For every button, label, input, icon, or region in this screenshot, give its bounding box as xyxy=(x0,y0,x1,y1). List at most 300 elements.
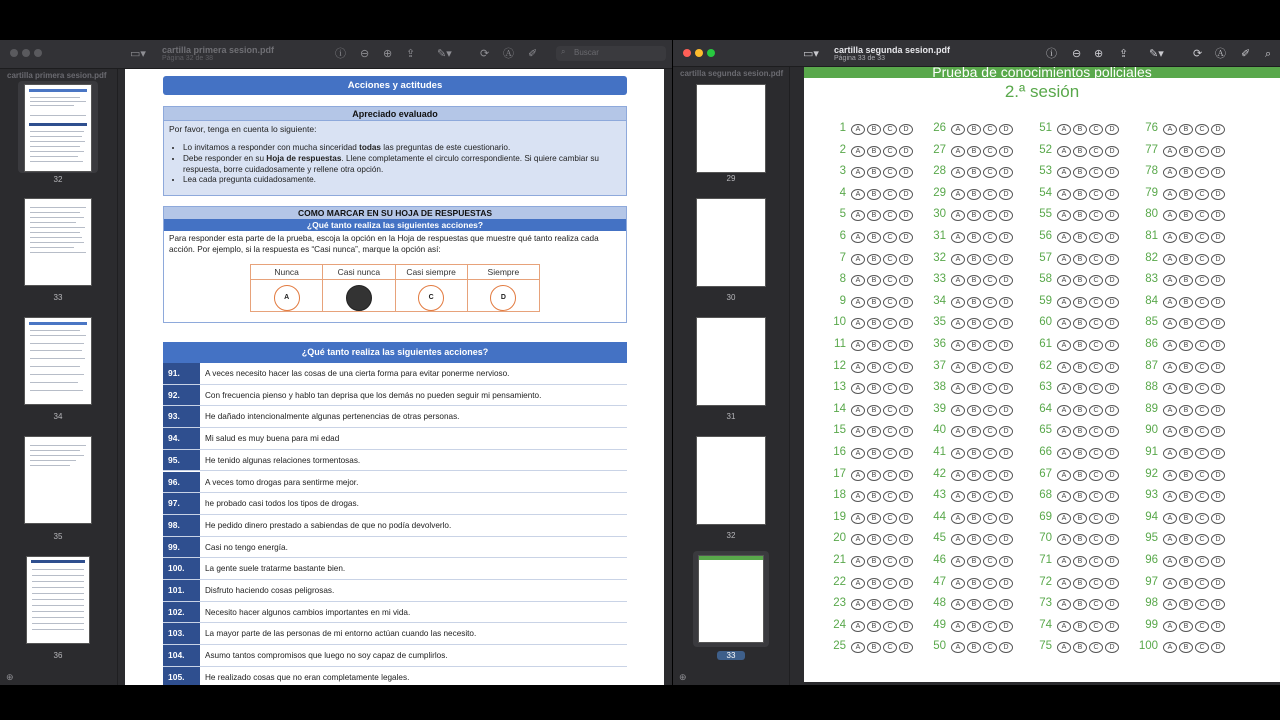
answer-bubble[interactable]: C xyxy=(1195,470,1209,481)
answer-bubble[interactable]: C xyxy=(883,621,897,632)
answer-bubble[interactable]: C xyxy=(1089,167,1103,178)
answer-bubble[interactable]: D xyxy=(1105,534,1119,545)
answer-bubble[interactable]: A xyxy=(951,146,965,157)
answer-bubble[interactable]: A xyxy=(951,599,965,610)
answer-bubble[interactable]: A xyxy=(1057,513,1071,524)
answer-bubble[interactable]: B xyxy=(1073,513,1087,524)
rotate-icon[interactable]: ⟳ xyxy=(480,48,490,60)
answer-bubble[interactable]: A xyxy=(851,448,865,459)
answer-bubble[interactable]: B xyxy=(867,642,881,653)
answer-bubble[interactable]: C xyxy=(883,513,897,524)
thumbnail-page[interactable] xyxy=(696,198,766,287)
answer-bubble[interactable]: C xyxy=(983,275,997,286)
answer-bubble[interactable]: B xyxy=(867,210,881,221)
answer-bubble[interactable]: D xyxy=(899,383,913,394)
answer-bubble[interactable]: A xyxy=(851,405,865,416)
answer-bubble[interactable]: D xyxy=(999,254,1013,265)
answer-bubble[interactable]: C xyxy=(883,599,897,610)
answer-bubble[interactable]: B xyxy=(1179,556,1193,567)
answer-bubble[interactable]: D xyxy=(899,254,913,265)
answer-bubble[interactable]: B xyxy=(867,383,881,394)
answer-bubble[interactable]: B xyxy=(867,189,881,200)
thumbnail-page[interactable] xyxy=(696,84,766,173)
answer-bubble[interactable]: C xyxy=(983,513,997,524)
thumbnail-page[interactable] xyxy=(24,436,92,524)
answer-bubble[interactable]: C xyxy=(983,297,997,308)
answer-bubble[interactable]: B xyxy=(967,189,981,200)
zoom-in-icon[interactable]: ⊕ xyxy=(1094,48,1104,60)
answer-bubble[interactable]: A xyxy=(1057,124,1071,135)
answer-bubble[interactable]: A xyxy=(851,189,865,200)
answer-bubble[interactable]: D xyxy=(1211,124,1225,135)
answer-bubble[interactable]: C xyxy=(1089,599,1103,610)
answer-bubble[interactable]: A xyxy=(951,383,965,394)
answer-bubble[interactable]: A xyxy=(851,642,865,653)
answer-bubble[interactable]: D xyxy=(1211,254,1225,265)
answer-bubble[interactable]: B xyxy=(967,146,981,157)
answer-bubble[interactable]: A xyxy=(951,254,965,265)
answer-bubble[interactable]: B xyxy=(1073,297,1087,308)
answer-bubble[interactable]: A xyxy=(951,189,965,200)
answer-bubble[interactable]: C xyxy=(883,167,897,178)
answer-bubble[interactable]: C xyxy=(1195,146,1209,157)
answer-bubble[interactable]: B xyxy=(1073,340,1087,351)
answer-bubble[interactable]: D xyxy=(1105,275,1119,286)
answer-bubble[interactable]: C xyxy=(1089,189,1103,200)
answer-bubble[interactable]: D xyxy=(899,405,913,416)
answer-bubble[interactable]: D xyxy=(999,383,1013,394)
answer-bubble[interactable]: A xyxy=(951,513,965,524)
answer-bubble[interactable]: D xyxy=(1105,318,1119,329)
answer-bubble[interactable]: D xyxy=(999,491,1013,502)
add-icon[interactable]: ⊕ xyxy=(679,672,687,682)
answer-bubble[interactable]: A xyxy=(951,340,965,351)
answer-bubble[interactable]: D xyxy=(999,167,1013,178)
answer-bubble[interactable]: B xyxy=(1179,642,1193,653)
answer-bubble[interactable]: A xyxy=(851,578,865,589)
answer-bubble[interactable]: B xyxy=(867,578,881,589)
answer-bubble[interactable]: C xyxy=(1089,578,1103,589)
answer-bubble[interactable]: C xyxy=(1089,362,1103,373)
markup-pen-icon[interactable]: ✎▾ xyxy=(437,48,452,60)
share-icon[interactable]: ⇪ xyxy=(406,48,416,60)
answer-bubble[interactable]: A xyxy=(1057,599,1071,610)
zoom-button[interactable] xyxy=(707,49,715,57)
answer-bubble[interactable]: D xyxy=(899,578,913,589)
answer-bubble[interactable]: D xyxy=(899,426,913,437)
answer-bubble[interactable]: C xyxy=(1195,297,1209,308)
answer-bubble[interactable]: C xyxy=(1195,405,1209,416)
answer-bubble[interactable]: C xyxy=(1089,405,1103,416)
answer-bubble[interactable]: A xyxy=(851,513,865,524)
answer-bubble[interactable]: A xyxy=(1163,448,1177,459)
answer-bubble[interactable]: A xyxy=(1057,362,1071,373)
answer-bubble[interactable]: A xyxy=(1057,167,1071,178)
answer-bubble[interactable]: C xyxy=(983,470,997,481)
answer-bubble[interactable]: C xyxy=(1089,297,1103,308)
answer-bubble[interactable]: D xyxy=(1211,189,1225,200)
answer-bubble[interactable]: A xyxy=(1163,642,1177,653)
answer-bubble[interactable]: B xyxy=(967,448,981,459)
answer-bubble[interactable]: C xyxy=(1089,448,1103,459)
answer-bubble[interactable]: B xyxy=(1179,470,1193,481)
info-icon[interactable]: ⓘ xyxy=(1046,48,1057,60)
answer-bubble[interactable]: C xyxy=(883,383,897,394)
answer-bubble[interactable]: C xyxy=(1089,254,1103,265)
answer-bubble[interactable]: C xyxy=(883,210,897,221)
answer-bubble[interactable]: A xyxy=(851,124,865,135)
answer-bubble[interactable]: B xyxy=(1073,318,1087,329)
answer-bubble[interactable]: A xyxy=(1163,578,1177,589)
answer-bubble[interactable]: D xyxy=(899,232,913,243)
answer-bubble[interactable]: B xyxy=(867,124,881,135)
answer-bubble[interactable]: A xyxy=(1057,275,1071,286)
annotate-icon[interactable]: Ⓐ xyxy=(1215,48,1226,60)
answer-bubble[interactable]: B xyxy=(967,621,981,632)
answer-bubble[interactable]: C xyxy=(1195,362,1209,373)
answer-bubble[interactable]: D xyxy=(899,340,913,351)
answer-bubble[interactable]: B xyxy=(1073,146,1087,157)
answer-bubble[interactable]: B xyxy=(1073,167,1087,178)
thumbnail-page-selected[interactable] xyxy=(698,555,764,643)
answer-bubble[interactable]: B xyxy=(1073,426,1087,437)
answer-bubble[interactable]: D xyxy=(899,297,913,308)
answer-bubble[interactable]: B xyxy=(867,318,881,329)
answer-bubble[interactable]: B xyxy=(967,578,981,589)
answer-bubble[interactable]: B xyxy=(1073,534,1087,545)
answer-bubble[interactable]: A xyxy=(1057,383,1071,394)
answer-bubble[interactable]: D xyxy=(1211,448,1225,459)
answer-bubble[interactable]: D xyxy=(1211,426,1225,437)
answer-bubble[interactable]: D xyxy=(1105,470,1119,481)
answer-bubble[interactable]: B xyxy=(967,491,981,502)
answer-bubble[interactable]: A xyxy=(851,146,865,157)
answer-bubble[interactable]: A xyxy=(1057,254,1071,265)
answer-bubble[interactable]: D xyxy=(1105,210,1119,221)
answer-bubble[interactable]: B xyxy=(1179,383,1193,394)
answer-bubble[interactable]: D xyxy=(999,470,1013,481)
sidebar-toggle-icon[interactable]: ▭▾ xyxy=(130,48,146,60)
answer-bubble[interactable]: A xyxy=(851,556,865,567)
answer-bubble[interactable]: A xyxy=(951,578,965,589)
answer-bubble[interactable]: C xyxy=(1195,232,1209,243)
answer-bubble[interactable]: D xyxy=(1211,470,1225,481)
answer-bubble[interactable]: C xyxy=(883,189,897,200)
answer-bubble[interactable]: D xyxy=(899,621,913,632)
answer-bubble[interactable]: A xyxy=(1163,556,1177,567)
answer-bubble[interactable]: C xyxy=(883,534,897,545)
answer-bubble[interactable]: C xyxy=(1195,189,1209,200)
answer-bubble[interactable]: C xyxy=(1089,642,1103,653)
answer-bubble[interactable]: B xyxy=(967,167,981,178)
answer-bubble[interactable]: B xyxy=(1179,513,1193,524)
answer-bubble[interactable]: C xyxy=(883,232,897,243)
answer-bubble[interactable]: A xyxy=(1057,621,1071,632)
answer-bubble[interactable]: B xyxy=(1073,599,1087,610)
answer-bubble[interactable]: B xyxy=(867,232,881,243)
answer-bubble[interactable]: B xyxy=(1179,189,1193,200)
answer-bubble[interactable]: A xyxy=(1057,405,1071,416)
answer-bubble[interactable]: D xyxy=(1105,621,1119,632)
answer-bubble[interactable]: D xyxy=(999,318,1013,329)
answer-bubble[interactable]: D xyxy=(1211,599,1225,610)
answer-bubble[interactable]: A xyxy=(1163,254,1177,265)
answer-bubble[interactable]: D xyxy=(1105,254,1119,265)
close-button[interactable] xyxy=(10,49,18,57)
answer-bubble[interactable]: B xyxy=(1073,210,1087,221)
answer-bubble[interactable]: D xyxy=(1211,297,1225,308)
answer-bubble[interactable]: A xyxy=(851,232,865,243)
answer-bubble[interactable]: D xyxy=(1105,383,1119,394)
answer-bubble[interactable]: C xyxy=(1195,340,1209,351)
answer-bubble[interactable]: A xyxy=(1163,513,1177,524)
answer-bubble[interactable]: A xyxy=(1057,426,1071,437)
answer-bubble[interactable]: B xyxy=(1179,275,1193,286)
answer-bubble[interactable]: C xyxy=(883,254,897,265)
answer-bubble[interactable]: B xyxy=(867,491,881,502)
answer-bubble[interactable]: A xyxy=(851,275,865,286)
answer-bubble[interactable]: D xyxy=(899,491,913,502)
answer-bubble[interactable]: A xyxy=(951,448,965,459)
answer-bubble[interactable]: D xyxy=(899,210,913,221)
answer-bubble[interactable]: A xyxy=(1163,426,1177,437)
answer-bubble[interactable]: C xyxy=(1195,275,1209,286)
answer-bubble[interactable]: D xyxy=(1211,383,1225,394)
zoom-out-icon[interactable]: ⊖ xyxy=(1072,48,1082,60)
answer-bubble[interactable]: A xyxy=(851,254,865,265)
answer-bubble[interactable]: A xyxy=(1163,340,1177,351)
answer-bubble[interactable]: D xyxy=(899,275,913,286)
answer-bubble[interactable]: C xyxy=(1195,599,1209,610)
answer-bubble[interactable]: B xyxy=(1179,621,1193,632)
answer-bubble[interactable]: A xyxy=(951,297,965,308)
answer-bubble[interactable]: B xyxy=(1073,470,1087,481)
answer-bubble[interactable]: D xyxy=(1105,405,1119,416)
answer-bubble[interactable]: C xyxy=(883,448,897,459)
answer-bubble[interactable]: A xyxy=(851,383,865,394)
answer-bubble[interactable]: C xyxy=(883,426,897,437)
answer-bubble[interactable]: D xyxy=(899,362,913,373)
answer-bubble[interactable]: C xyxy=(883,297,897,308)
answer-bubble[interactable]: A xyxy=(951,491,965,502)
answer-bubble[interactable]: A xyxy=(1057,340,1071,351)
answer-bubble[interactable]: D xyxy=(999,578,1013,589)
answer-bubble[interactable]: D xyxy=(899,146,913,157)
answer-bubble[interactable]: A xyxy=(1057,448,1071,459)
answer-bubble[interactable]: C xyxy=(1089,491,1103,502)
answer-bubble[interactable]: D xyxy=(1211,534,1225,545)
answer-bubble[interactable]: B xyxy=(1179,599,1193,610)
answer-bubble[interactable]: A xyxy=(1163,621,1177,632)
answer-bubble[interactable]: B xyxy=(1179,232,1193,243)
answer-bubble[interactable]: D xyxy=(899,642,913,653)
answer-bubble[interactable]: C xyxy=(883,362,897,373)
answer-bubble[interactable]: C xyxy=(1089,513,1103,524)
answer-bubble[interactable]: B xyxy=(867,340,881,351)
answer-bubble[interactable]: A xyxy=(851,426,865,437)
answer-bubble[interactable]: A xyxy=(1163,275,1177,286)
answer-bubble[interactable]: C xyxy=(983,556,997,567)
answer-bubble[interactable]: D xyxy=(999,405,1013,416)
answer-bubble[interactable]: D xyxy=(1211,362,1225,373)
answer-bubble[interactable]: C xyxy=(983,578,997,589)
answer-bubble[interactable]: C xyxy=(1089,383,1103,394)
answer-bubble[interactable]: A xyxy=(1057,297,1071,308)
answer-bubble[interactable]: B xyxy=(867,621,881,632)
answer-bubble[interactable]: A xyxy=(1163,232,1177,243)
answer-bubble[interactable]: A xyxy=(1057,318,1071,329)
answer-bubble[interactable]: A xyxy=(951,275,965,286)
answer-bubble[interactable]: D xyxy=(899,318,913,329)
answer-bubble[interactable]: B xyxy=(1073,275,1087,286)
answer-bubble[interactable]: D xyxy=(1211,405,1225,416)
answer-bubble[interactable]: B xyxy=(967,362,981,373)
answer-bubble[interactable]: B xyxy=(967,534,981,545)
answer-bubble[interactable]: B xyxy=(867,362,881,373)
answer-bubble[interactable]: D xyxy=(999,275,1013,286)
answer-bubble[interactable]: A xyxy=(851,167,865,178)
answer-bubble[interactable]: A xyxy=(951,362,965,373)
answer-bubble[interactable]: D xyxy=(899,189,913,200)
answer-bubble[interactable]: A xyxy=(1057,189,1071,200)
answer-bubble[interactable]: D xyxy=(1105,491,1119,502)
answer-bubble[interactable]: C xyxy=(883,146,897,157)
answer-bubble[interactable]: C xyxy=(1195,578,1209,589)
answer-bubble[interactable]: B xyxy=(1179,578,1193,589)
answer-bubble[interactable]: A xyxy=(1057,556,1071,567)
answer-bubble[interactable]: C xyxy=(1089,275,1103,286)
thumbnail-page[interactable] xyxy=(696,436,766,525)
close-button[interactable] xyxy=(683,49,691,57)
answer-bubble[interactable]: C xyxy=(1089,534,1103,545)
answer-bubble[interactable]: C xyxy=(1089,556,1103,567)
answer-bubble[interactable]: D xyxy=(1105,124,1119,135)
answer-bubble[interactable]: B xyxy=(967,383,981,394)
answer-bubble[interactable]: D xyxy=(1211,621,1225,632)
answer-bubble[interactable]: B xyxy=(1073,491,1087,502)
search-icon[interactable]: ⌕ xyxy=(1265,48,1272,60)
answer-bubble[interactable]: D xyxy=(1211,210,1225,221)
answer-bubble[interactable]: D xyxy=(1105,599,1119,610)
answer-bubble[interactable]: B xyxy=(1179,362,1193,373)
answer-bubble[interactable]: B xyxy=(967,297,981,308)
answer-bubble[interactable]: C xyxy=(1195,167,1209,178)
answer-bubble[interactable]: B xyxy=(867,405,881,416)
answer-bubble[interactable]: C xyxy=(1195,513,1209,524)
answer-bubble[interactable]: B xyxy=(867,426,881,437)
answer-bubble[interactable]: B xyxy=(1179,448,1193,459)
answer-bubble[interactable]: C xyxy=(1195,254,1209,265)
answer-bubble[interactable]: B xyxy=(1179,405,1193,416)
search-input[interactable] xyxy=(556,46,666,61)
answer-bubble[interactable]: B xyxy=(867,146,881,157)
answer-bubble[interactable]: D xyxy=(899,534,913,545)
thumbnail-page[interactable] xyxy=(696,317,766,406)
answer-bubble[interactable]: A xyxy=(1163,599,1177,610)
zoom-out-icon[interactable]: ⊖ xyxy=(360,48,370,60)
answer-bubble[interactable]: A xyxy=(951,426,965,437)
answer-bubble[interactable]: B xyxy=(1073,448,1087,459)
rotate-icon[interactable]: ⟳ xyxy=(1193,48,1203,60)
answer-bubble[interactable]: A xyxy=(951,534,965,545)
answer-bubble[interactable]: C xyxy=(983,448,997,459)
answer-bubble[interactable]: D xyxy=(999,426,1013,437)
answer-bubble[interactable]: C xyxy=(1195,642,1209,653)
answer-bubble[interactable]: B xyxy=(1179,254,1193,265)
form-icon[interactable]: ✐ xyxy=(1241,48,1251,60)
answer-bubble[interactable]: B xyxy=(1073,578,1087,589)
answer-bubble[interactable]: A xyxy=(1163,491,1177,502)
answer-bubble[interactable]: D xyxy=(999,513,1013,524)
answer-bubble[interactable]: C xyxy=(1195,383,1209,394)
answer-bubble[interactable]: C xyxy=(883,470,897,481)
answer-bubble[interactable]: B xyxy=(1179,491,1193,502)
answer-bubble[interactable]: A xyxy=(1163,124,1177,135)
answer-bubble[interactable]: C xyxy=(1195,491,1209,502)
answer-bubble[interactable]: D xyxy=(899,513,913,524)
answer-bubble[interactable]: D xyxy=(1211,232,1225,243)
answer-bubble[interactable]: D xyxy=(1211,275,1225,286)
answer-bubble[interactable]: D xyxy=(999,534,1013,545)
answer-bubble[interactable]: C xyxy=(883,405,897,416)
answer-bubble[interactable]: D xyxy=(1211,340,1225,351)
answer-bubble[interactable]: D xyxy=(1105,189,1119,200)
answer-bubble[interactable]: C xyxy=(883,642,897,653)
sidebar-toggle-icon[interactable]: ▭▾ xyxy=(803,48,819,60)
answer-bubble[interactable]: A xyxy=(1163,210,1177,221)
answer-bubble[interactable]: D xyxy=(1105,362,1119,373)
answer-bubble[interactable]: B xyxy=(867,448,881,459)
answer-bubble[interactable]: A xyxy=(1057,232,1071,243)
answer-bubble[interactable]: C xyxy=(1089,210,1103,221)
info-icon[interactable]: ⓘ xyxy=(335,48,346,60)
answer-bubble[interactable]: A xyxy=(1163,318,1177,329)
answer-bubble[interactable]: D xyxy=(1211,513,1225,524)
answer-bubble[interactable]: C xyxy=(983,146,997,157)
thumbnail-page[interactable] xyxy=(26,556,90,644)
answer-bubble[interactable]: D xyxy=(999,362,1013,373)
minimize-button[interactable] xyxy=(22,49,30,57)
answer-bubble[interactable]: C xyxy=(1089,426,1103,437)
answer-bubble[interactable]: C xyxy=(983,189,997,200)
answer-bubble[interactable]: C xyxy=(1195,448,1209,459)
answer-bubble[interactable]: C xyxy=(983,383,997,394)
answer-bubble[interactable]: D xyxy=(899,448,913,459)
answer-bubble[interactable]: A xyxy=(1057,534,1071,545)
answer-bubble[interactable]: B xyxy=(1073,556,1087,567)
answer-bubble[interactable]: A xyxy=(951,210,965,221)
annotate-icon[interactable]: Ⓐ xyxy=(503,48,514,60)
answer-bubble[interactable]: B xyxy=(867,534,881,545)
answer-bubble[interactable]: B xyxy=(967,210,981,221)
answer-bubble[interactable]: B xyxy=(867,599,881,610)
answer-bubble[interactable]: D xyxy=(1211,642,1225,653)
answer-bubble[interactable]: D xyxy=(899,470,913,481)
answer-bubble[interactable]: C xyxy=(1089,232,1103,243)
answer-bubble[interactable]: C xyxy=(1089,340,1103,351)
answer-bubble[interactable]: B xyxy=(1073,254,1087,265)
answer-bubble[interactable]: C xyxy=(983,426,997,437)
answer-bubble[interactable]: D xyxy=(999,232,1013,243)
answer-bubble[interactable]: B xyxy=(1179,167,1193,178)
answer-bubble[interactable]: D xyxy=(1211,578,1225,589)
answer-bubble[interactable]: D xyxy=(999,146,1013,157)
answer-bubble[interactable]: B xyxy=(1073,362,1087,373)
add-icon[interactable]: ⊕ xyxy=(6,672,14,682)
answer-bubble[interactable]: C xyxy=(983,534,997,545)
answer-bubble[interactable]: C xyxy=(883,275,897,286)
answer-bubble[interactable]: C xyxy=(983,254,997,265)
